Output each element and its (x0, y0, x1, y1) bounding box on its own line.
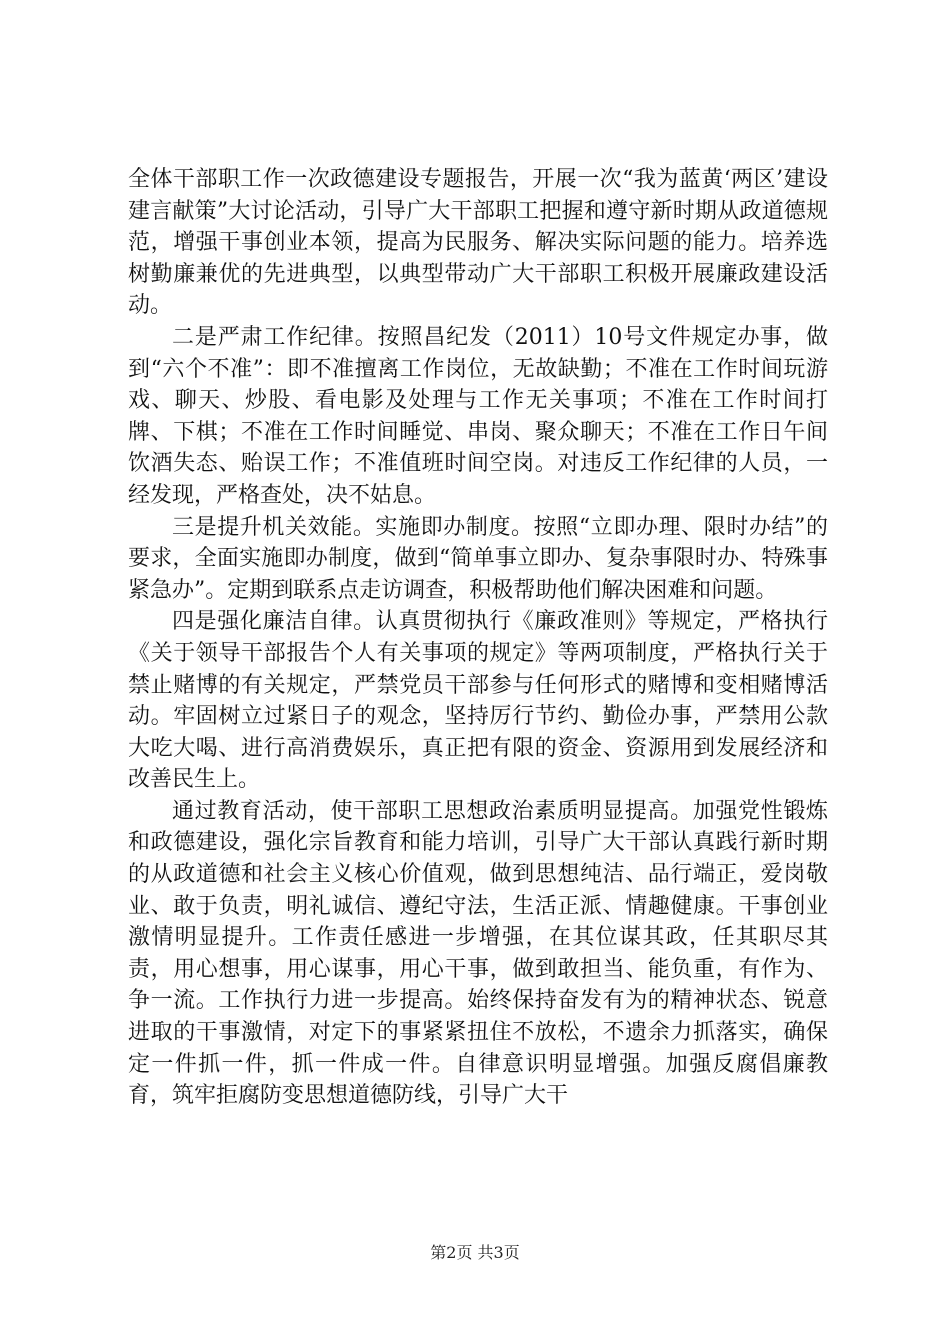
paragraph-work-discipline: 二是严肃工作纪律。按照昌纪发（2011）10号文件规定办事，做到“六个不准”：即不准擅离工作岗位，无故缺勤；不准在工作时间玩游戏、聊天、炒股、看电影及处理与工作无关事项；不准在工作时间打牌、下棋；不准在工作时间睡觉、串岗、聚众聊天；不准在工作日午间饮酒失态、贻误工作；不准值班时间空岗。对违反工作纪律的人员，一经发现，严格查处，决不姑息。 (128, 324, 828, 508)
paragraph-office-efficiency: 三是提升机关效能。实施即办制度。按照“立即办理、限时办结”的要求，全面实施即办制度，做到“简单事立即办、复杂事限时办、特殊事紧急办”。定期到联系点走访调查，积极帮助他们解决困难和问题。 (128, 514, 828, 603)
document-body (128, 164, 828, 1112)
paragraph-integrity-self-discipline: 四是强化廉洁自律。认真贯彻执行《廉政准则》等规定，严格执行《关于领导干部报告个人有关事项的规定》等两项制度，严格执行关于禁止赌博的有关规定，严禁党员干部参与任何形式的赌博和变相赌博活动。牢固树立过紧日子的观念，坚持厉行节约、勤俭办事，严禁用公款大吃大喝、进行高消费娱乐，真正把有限的资金、资源用到发展经济和改善民生上。 (128, 609, 828, 793)
page-number-footer: 第2页 共3页 (430, 1243, 520, 1262)
paragraph-education-results: 通过教育活动，使干部职工思想政治素质明显提高。加强党性锻炼和政德建设，强化宗旨教育和能力培训，引导广大干部认真践行新时期的从政道德和社会主义核心价值观，做到思想纯洁、品行端正，爱岗敬业、敢于负责，明礼诚信、遵纪守法，生活正派、情趣健康。干事创业激情明显提升。工作责任感进一步增强，在其位谋其政，任其职尽其责，用心想事，用心谋事，用心干事，做到敢担当、能负重，有作为、争一流。工作执行力进一步提高。始终保持奋发有为的精神状态、锐意进取的干事激情，对定下的事紧紧扭住不放松，不遗余力抓落实，确保定一件抓一件，抓一件成一件。自律意识明显增强。加强反腐倡廉教育，筑牢拒腐防变思想道德防线，引导广大干 (128, 798, 828, 1109)
paragraph-continuation: 全体干部职工作一次政德建设专题报告，开展一次“我为蓝黄‘两区’建设建言献策”大讨论活动，引导广大干部职工把握和遵守新时期从政道德规范，增强干事创业本领，提高为民服务、解决实际问题的能力。培养选树勤廉兼优的先进典型，以典型带动广大干部职工积极开展廉政建设活动。 (128, 167, 828, 319)
